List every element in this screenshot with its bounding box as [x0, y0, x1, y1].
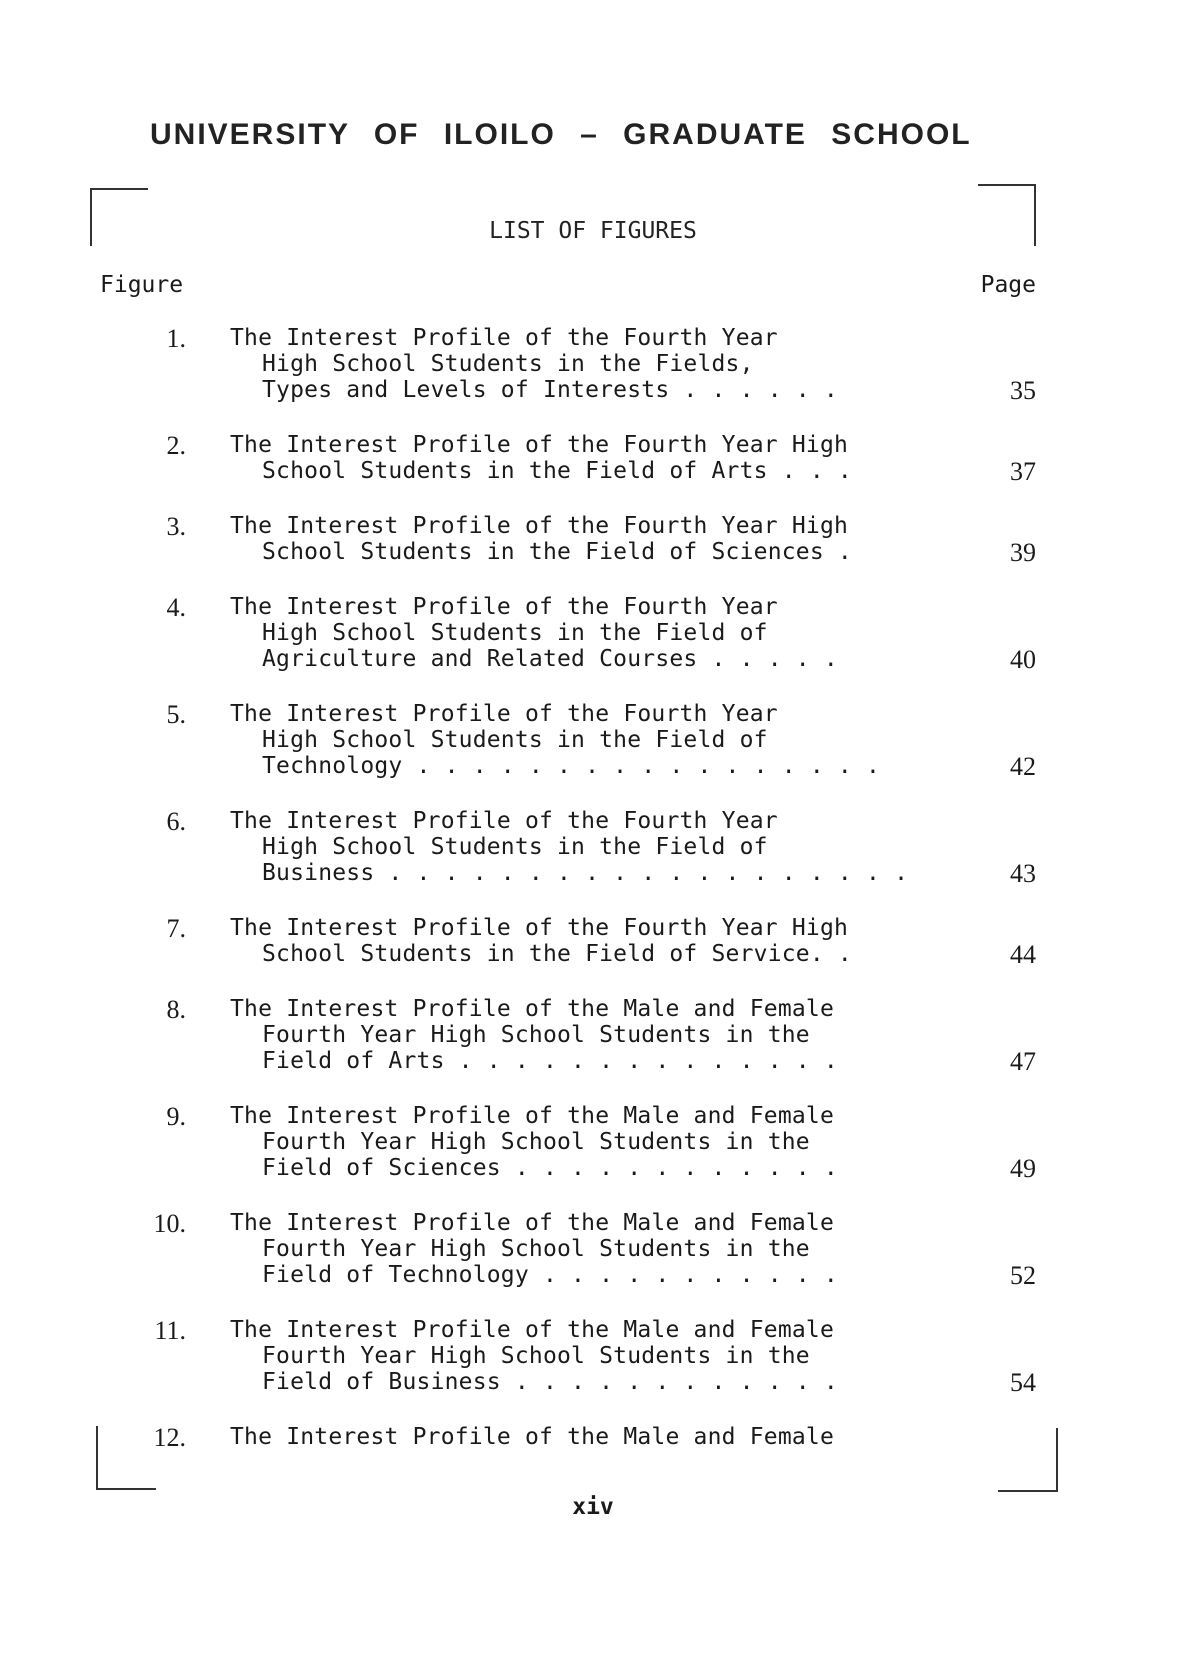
figure-page-number: 49 [1010, 1154, 1036, 1183]
figure-caption-line: School Students in the Field of Sciences . [262, 539, 852, 565]
figure-entry [0, 1210, 1186, 1317]
figure-caption-line: Business . . . . . . . . . . . . . . . . . . . [262, 860, 909, 886]
figure-caption-line: Field of Arts . . . . . . . . . . . . . . [262, 1048, 838, 1074]
figure-caption-line: Fourth Year High School Students in the [262, 1343, 810, 1369]
figure-caption-line: Technology . . . . . . . . . . . . . . . . . [262, 753, 881, 779]
figure-entry [0, 701, 1186, 808]
figure-caption-line: The Interest Profile of the Male and Female [230, 996, 835, 1022]
figure-page-number: 39 [1010, 538, 1036, 567]
page-header: UNIVERSITY OF ILOILO – GRADUATE SCHOOL [150, 118, 972, 151]
figure-caption-line: The Interest Profile of the Fourth Year High [230, 915, 849, 941]
figure-number: 7. [166, 914, 186, 943]
figure-caption-line: The Interest Profile of the Fourth Year High [230, 432, 849, 458]
figure-page-number: 43 [1010, 859, 1036, 888]
figure-number: 9. [166, 1102, 186, 1131]
figure-entry [0, 513, 1186, 594]
figure-caption-line: The Interest Profile of the Fourth Year [230, 808, 778, 834]
figure-page-number: 44 [1010, 940, 1036, 969]
figure-page-number: 35 [1010, 376, 1036, 405]
figure-entry [0, 808, 1186, 915]
figure-list [0, 325, 1186, 1531]
figure-number: 3. [166, 512, 186, 541]
figure-caption-line: The Interest Profile of the Fourth Year [230, 701, 778, 727]
figure-caption-line: High School Students in the Fields, [262, 351, 754, 377]
figure-page-number: 37 [1010, 457, 1036, 486]
figure-number: 12. [153, 1423, 186, 1452]
figure-page-number: 40 [1010, 645, 1036, 674]
figure-entry [0, 915, 1186, 996]
figure-caption-line: Field of Technology . . . . . . . . . . . [262, 1262, 838, 1288]
column-header-figure: Figure [100, 272, 184, 298]
figure-page-number: 52 [1010, 1261, 1036, 1290]
figure-caption-line: Types and Levels of Interests . . . . . . [262, 377, 838, 403]
figure-caption-line: The Interest Profile of the Male and Female [230, 1103, 835, 1129]
page-number: xiv [572, 1494, 614, 1520]
figure-entry [0, 594, 1186, 701]
figure-caption-line: School Students in the Field of Arts . . . [262, 458, 852, 484]
figure-entry [0, 996, 1186, 1103]
figure-number: 2. [166, 431, 186, 460]
page-title: LIST OF FIGURES [489, 218, 697, 244]
figure-entry [0, 432, 1186, 513]
figure-entry [0, 1103, 1186, 1210]
figure-page-number: 54 [1010, 1368, 1036, 1397]
figure-caption-line: Fourth Year High School Students in the [262, 1022, 810, 1048]
figure-caption-line: High School Students in the Field of [262, 620, 768, 646]
figure-caption-line: The Interest Profile of the Fourth Year High [230, 513, 849, 539]
figure-entry [0, 1317, 1186, 1424]
figure-caption-line: The Interest Profile of the Male and Female [230, 1317, 835, 1343]
column-header-page: Page [980, 272, 1036, 298]
figure-caption-line: The Interest Profile of the Fourth Year [230, 594, 778, 620]
figure-caption-line: The Interest Profile of the Fourth Year [230, 325, 778, 351]
figure-page-number: 42 [1010, 752, 1036, 781]
figure-caption-line: School Students in the Field of Service. . [262, 941, 852, 967]
figure-caption-line: Fourth Year High School Students in the [262, 1236, 810, 1262]
figure-entry [0, 325, 1186, 432]
figure-caption-line: Field of Sciences . . . . . . . . . . . . [262, 1155, 838, 1181]
figure-number: 6. [166, 807, 186, 836]
figure-caption-line: High School Students in the Field of [262, 727, 768, 753]
figure-caption-line: Field of Business . . . . . . . . . . . . [262, 1369, 838, 1395]
figure-number: 1. [166, 324, 186, 353]
figure-number: 11. [154, 1316, 186, 1345]
figure-number: 8. [166, 995, 186, 1024]
figure-number: 5. [166, 700, 186, 729]
figure-caption-line: The Interest Profile of the Male and Female [230, 1424, 835, 1450]
figure-page-number: 47 [1010, 1047, 1036, 1076]
figure-number: 10. [153, 1209, 186, 1238]
figure-number: 4. [166, 593, 186, 622]
figure-caption-line: The Interest Profile of the Male and Female [230, 1210, 835, 1236]
figure-caption-line: Agriculture and Related Courses . . . . . [262, 646, 838, 672]
figure-caption-line: Fourth Year High School Students in the [262, 1129, 810, 1155]
figure-caption-line: High School Students in the Field of [262, 834, 768, 860]
